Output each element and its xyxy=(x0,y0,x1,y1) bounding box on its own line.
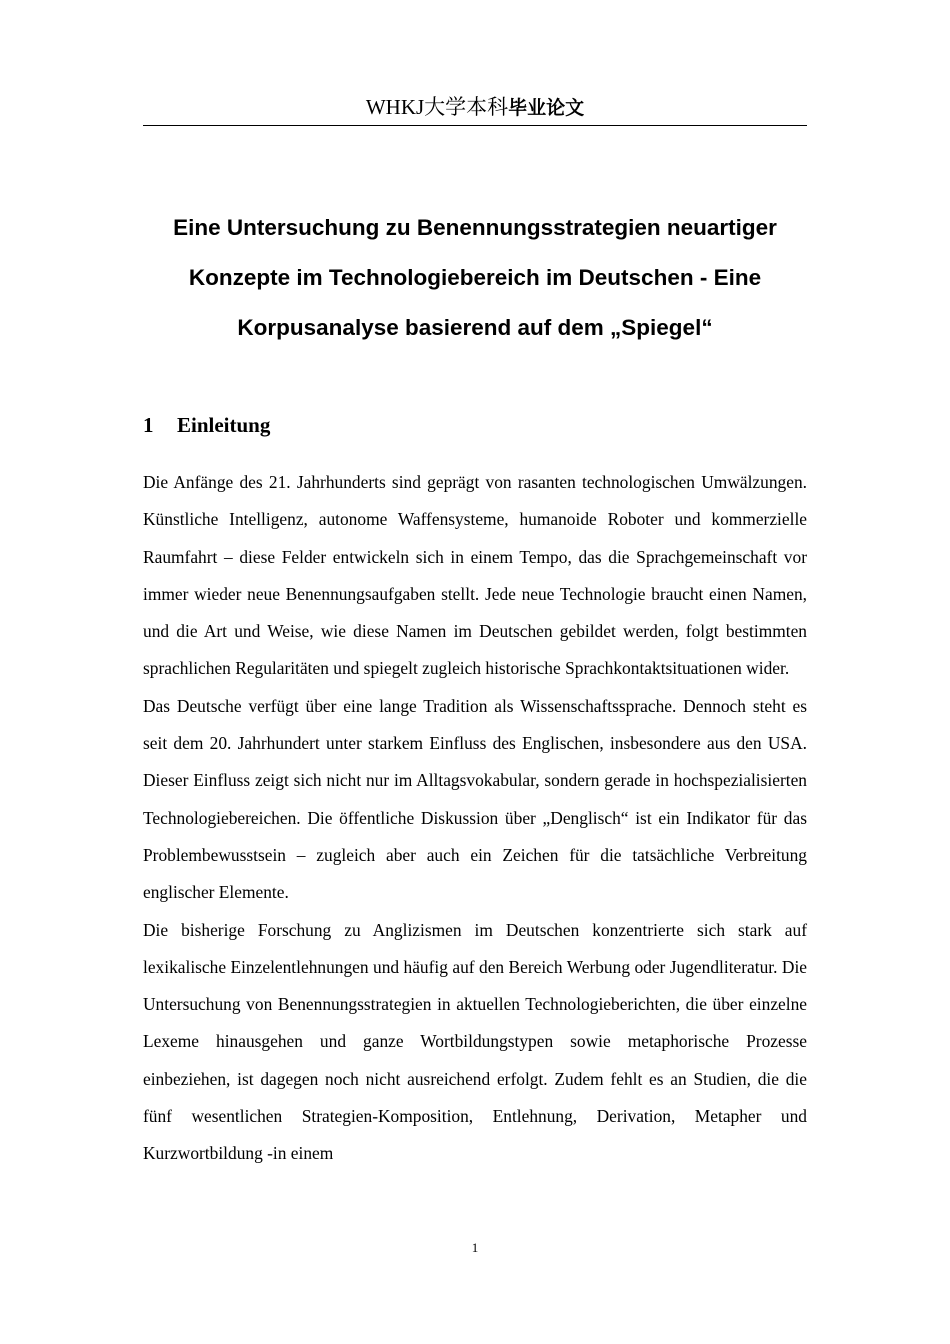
header-institution-code: WHKJ xyxy=(365,95,425,119)
body-text xyxy=(143,464,807,1173)
section-heading xyxy=(143,409,270,441)
paragraph-3: Die bisherige Forschung zu Anglizismen im Deutschen konzentrierte sich stark auf lexikalische Einzelentlehnungen und häufig auf den Bereich Werbung oder Jugendliteratur. Die Untersuchung von Benennungsstrategien in aktuellen Technologieberichten, die über einzelne Lexeme hinausgehen und ganze Wortbildungstypen sowie metaphorische Prozesse einbeziehen, ist dagegen noch nicht ausreichend erfolgt. Zudem fehlt es an Studien, die die fünf wesentlichen Strategien-Komposition, Entlehnung, Derivation, Metapher und Kurzwortbildung -in einem xyxy=(143,919,807,1164)
document-title: Eine Untersuchung zu Benennungsstrategien neuartiger Konzepte im Technologiebereich im Deutschen - Eine Korpusanalyse basierend auf dem „Spiegel“ xyxy=(173,215,777,340)
page-number: 1 xyxy=(471,1240,479,1255)
section-title: Einleitung xyxy=(177,413,271,437)
page-header xyxy=(143,92,807,126)
header-institution-name: 大学本科 xyxy=(424,95,509,119)
paragraph-1: Die Anfänge des 21. Jahrhunderts sind geprägt von rasanten technologischen Umwälzungen. Künstliche Intelligenz, autonome Waffensysteme, humanoide Roboter und kommerzielle Raumfahrt – diese Felder entwickeln sich in einem Tempo, das die Sprachgemeinschaft vor immer wieder neue Benennungsaufgaben stellt. Jede neue Technologie braucht einen Namen, und die Art und Weise, wie diese Namen im Deutschen gebildet werden, folgt bestimmten sprachlichen Regularitäten und spiegelt zugleich historische Sprachkontaktsituationen wider. xyxy=(143,472,807,679)
header-document-type: 毕业论文 xyxy=(508,97,585,119)
section-number: 1 xyxy=(143,413,154,437)
paragraph-2: Das Deutsche verfügt über eine lange Tradition als Wissenschaftssprache. Dennoch steht es seit dem 20. Jahrhundert unter starkem Einfluss des Englischen, insbesondere aus den USA. Dieser Einfluss zeigt sich nicht nur im Alltagsvokabular, sondern gerade in hochspezialisierten Technologiebereichen. Die öffentliche Diskussion über „Denglisch“ ist ein Indikator für das Problembewusstsein – zugleich aber auch ein Zeichen für die tatsächliche Verbreitung englischer Elemente. xyxy=(143,695,807,903)
